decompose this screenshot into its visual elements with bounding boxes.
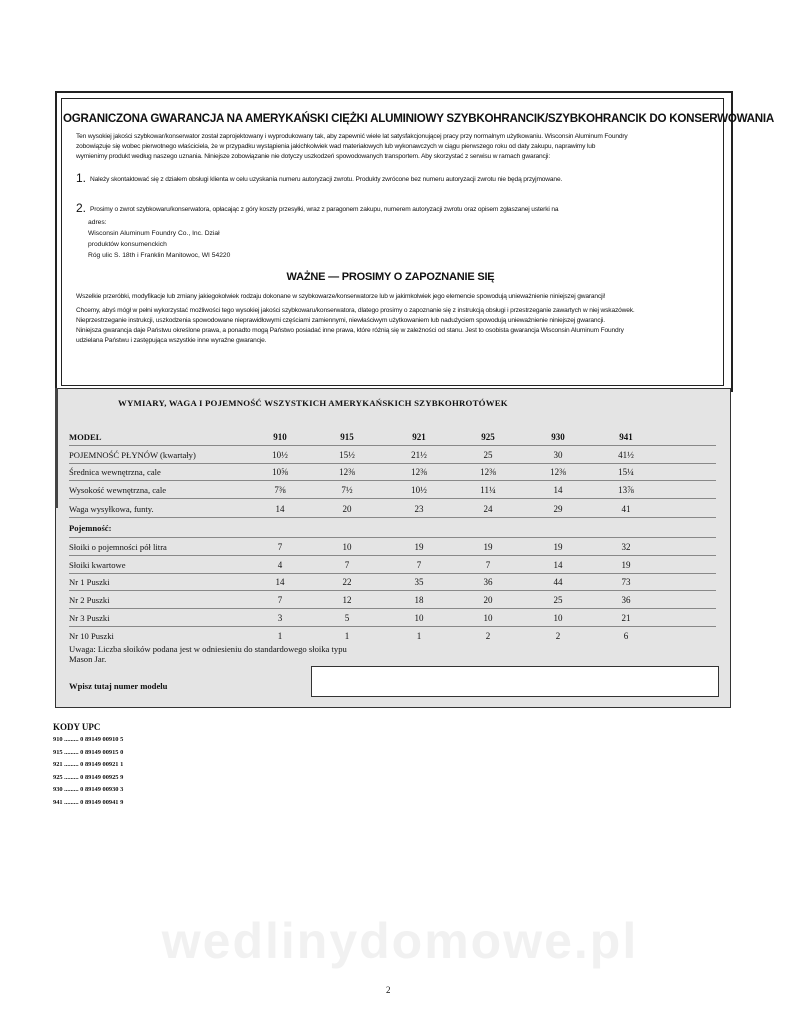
row-label: Słoiki o pojemności pół litra — [69, 542, 167, 552]
left-edge-strip — [55, 388, 58, 508]
table-cell: 14 — [275, 504, 285, 514]
table-cell: 12⅜ — [550, 467, 566, 477]
table-cell: 10 — [342, 542, 352, 552]
warranty-intro-line-1: Ten wysokiej jakości szybkowar/konserwator został zaprojektowany i wyprodukowany tak, aby zapewnić wiele lat satysfakcjonującej pracy przy normalnym użytkowaniu. Wisconsin Aluminum Foundry — [76, 133, 628, 140]
upc-code: 925 ......... 0 89149 00925 9 — [53, 774, 124, 781]
important-line-2: Nieprzestrzeganie instrukcji, uszkodzenia spowodowane nieprawidłowymi częściami zamiennymi, niewłaściwym użytkowaniem lub nadużyciem spowodują unieważnienie niniejszej gwarancji. — [76, 317, 605, 324]
warranty-intro-line-2: zobowiązuje się wobec pierwotnego właściciela, że w przypadku wystąpienia jakichkolwiek wad materiałowych lub wykonawczych w ciągu pierwszego roku od daty zakupu, naprawimy lub — [76, 143, 596, 150]
table-cell: 10 — [553, 613, 563, 623]
table-cell: 25 — [553, 595, 563, 605]
address-line: produktów konsumenckich — [88, 241, 167, 248]
important-line-1: Chcemy, abyś mógł w pełni wykorzystać możliwości tego wysokiej jakości szybkowaru/konserwatora, dlatego prosimy o zapoznanie się z instrukcją obsługi i przestrzeganie zawartych w niej wskazówek. — [76, 307, 635, 314]
table-cell: 32 — [621, 542, 631, 552]
row-divider — [69, 590, 716, 591]
address-line: Róg ulic S. 18th i Franklin Manitowoc, WI 54220 — [88, 252, 231, 259]
table-cell: 14 — [275, 577, 285, 587]
warranty-title: OGRANICZONA GWARANCJA NA AMERYKAŃSKI CIĘŻKI ALUMINIOWY SZYBKOHRANCIK/SZYBKOHRANCIK DO KONSERWOWANIA — [63, 112, 775, 125]
row-label: Waga wysyłkowa, funty. — [69, 504, 154, 514]
table-cell: 10½ — [411, 485, 427, 495]
table-cell: 41 — [621, 504, 631, 514]
row-label: Średnica wewnętrzna, cale — [69, 467, 161, 477]
table-cell: 10 — [483, 613, 493, 623]
upc-code: 910 ......... 0 89149 00910 5 — [53, 736, 124, 743]
watermark: wedlinydomowe.pl — [161, 913, 639, 969]
table-cell: 19 — [621, 560, 631, 570]
row-divider — [69, 498, 716, 499]
table-cell: 20 — [342, 504, 352, 514]
table-cell: 23 — [414, 504, 424, 514]
address-line: adres: — [88, 219, 107, 226]
model-number-label: Wpisz tutaj numer modelu — [69, 681, 168, 691]
table-cell: 14 — [553, 560, 563, 570]
row-divider — [69, 573, 716, 574]
page-number: 2 — [386, 985, 391, 995]
step-2-text: Prosimy o zwrot szybkowaru/konserwatora, opłacając z góry koszty przesyłki, wraz z paragonem zakupu, numerem autoryzacji zwrotu oraz opisem zgłaszanej usterki na — [90, 206, 559, 213]
row-label: POJEMNOŚĆ PŁYNÓW (kwartały) — [69, 450, 196, 460]
table-cell: 6 — [623, 631, 629, 641]
row-label: Nr 2 Puszki — [69, 595, 110, 605]
table-cell: 7 — [344, 560, 350, 570]
row-divider — [69, 555, 716, 556]
table-cell: 7 — [485, 560, 491, 570]
row-label: Nr 1 Puszki — [69, 577, 110, 587]
table-cell: 7 — [277, 542, 283, 552]
table-cell: 4 — [277, 560, 283, 570]
table-cell: 18 — [414, 595, 424, 605]
table-cell: 12⅜ — [411, 467, 427, 477]
table-cell: 11¼ — [480, 485, 496, 495]
specs-table-title: WYMIARY, WAGA I POJEMNOŚĆ WSZYSTKICH AMERYKAŃSKICH SZYBKOHROTÓWEK — [118, 398, 508, 408]
model-header-930: 930 — [551, 432, 565, 442]
row-divider — [69, 537, 716, 538]
table-cell: 30 — [553, 450, 563, 460]
row-label: Nr 3 Puszki — [69, 613, 110, 623]
model-header-910: 910 — [273, 432, 287, 442]
table-cell: 20 — [483, 595, 493, 605]
table-cell: 44 — [553, 577, 563, 587]
table-cell: 12⅜ — [480, 467, 496, 477]
table-cell: 15¼ — [618, 467, 634, 477]
upc-code: 930 ......... 0 89149 00930 3 — [53, 786, 124, 793]
jar-note-line-1: Uwaga: Liczba słoików podana jest w odniesieniu do standardowego słoika typu — [69, 644, 347, 654]
row-label: Wysokość wewnętrzna, cale — [69, 485, 167, 495]
table-cell: 2 — [485, 631, 491, 641]
table-cell: 5 — [344, 613, 350, 623]
table-cell: 21½ — [411, 450, 427, 460]
row-divider — [69, 626, 716, 627]
return-address — [88, 217, 230, 261]
table-cell: 24 — [483, 504, 493, 514]
table-cell: 25 — [483, 450, 493, 460]
upc-codes-title: KODY UPC — [53, 722, 101, 732]
jar-note — [69, 645, 347, 664]
important-line-3: Niniejsza gwarancja daje Państwu określone prawa, a ponadto mogą Państwo posiadać inne prawa, które różnią się w zależności od stanu. Jest to osobista gwarancja Wisconsin Aluminum Foundry — [76, 327, 624, 334]
row-divider — [69, 480, 716, 481]
table-cell: 15½ — [339, 450, 355, 460]
step-2-number: 2. — [76, 201, 87, 215]
table-cell: 7 — [277, 595, 283, 605]
table-cell: 12 — [342, 595, 352, 605]
table-cell: 1 — [277, 631, 283, 641]
table-cell: 10⅝ — [272, 467, 288, 477]
table-cell: 14 — [553, 485, 563, 495]
table-cell: 13⅞ — [618, 485, 634, 495]
table-cell: 19 — [553, 542, 563, 552]
upc-code: 921 ......... 0 89149 00921 1 — [53, 761, 124, 768]
step-1-text: Należy skontaktować się z działem obsługi klienta w celu uzyskania numeru autoryzacji zwrotu. Produkty zwrócone bez numeru autoryzacji zwrotu nie będą przyjmowane. — [90, 176, 563, 183]
row-divider — [69, 608, 716, 609]
important-title: WAŻNE — PROSIMY O ZAPOZNANIE SIĘ — [286, 271, 495, 283]
table-cell: 36 — [621, 595, 631, 605]
upc-code: 915 ......... 0 89149 00915 0 — [53, 749, 124, 756]
table-cell: 41½ — [618, 450, 634, 460]
row-label: Nr 10 Puszki — [69, 631, 114, 641]
table-cell: 1 — [344, 631, 350, 641]
table-cell: 10½ — [272, 450, 288, 460]
table-cell: 36 — [483, 577, 493, 587]
important-line-4: udzielana Państwu i zastępująca wszystkie inne wyraźne gwarancje. — [76, 337, 267, 344]
model-header-915: 915 — [340, 432, 354, 442]
capacity-section-label: Pojemność: — [69, 523, 112, 533]
table-cell: 10 — [414, 613, 424, 623]
warranty-intro-line-3: wymienimy produkt według naszego uznania. Niniejsze zobowiązanie nie dotyczy uszkodzeń spowodowanych transportem. Aby skorzystać z serwisu w ramach gwarancji: — [76, 153, 550, 160]
row-divider — [69, 463, 716, 464]
table-cell: 22 — [342, 577, 352, 587]
table-cell: 7 — [416, 560, 422, 570]
important-paragraph-1: Wszelkie przeróbki, modyfikacje lub zmiany jakiegokolwiek rodzaju dokonane w szybkowarze/konserwatorze lub w jakimkolwiek jego elemencie spowodują unieważnienie niniejszej gwarancji! — [76, 293, 606, 300]
table-cell: 21 — [621, 613, 631, 623]
table-cell: 35 — [414, 577, 424, 587]
table-cell: 1 — [416, 631, 422, 641]
model-column-header: MODEL — [69, 432, 102, 442]
model-number-input[interactable] — [311, 666, 719, 697]
row-divider — [69, 517, 716, 518]
table-cell: 19 — [483, 542, 493, 552]
table-cell: 73 — [621, 577, 631, 587]
jar-note-line-2: Mason Jar. — [69, 653, 107, 664]
table-cell: 7½ — [341, 485, 353, 495]
row-divider — [69, 445, 716, 446]
table-cell: 19 — [414, 542, 424, 552]
table-cell: 12⅜ — [339, 467, 355, 477]
table-cell: 3 — [277, 613, 283, 623]
table-cell: 7⅜ — [274, 485, 286, 495]
address-line: Wisconsin Aluminum Foundry Co., Inc. Dział — [88, 230, 220, 237]
model-header-925: 925 — [481, 432, 495, 442]
table-cell: 29 — [553, 504, 563, 514]
table-cell: 2 — [555, 631, 561, 641]
model-header-921: 921 — [412, 432, 426, 442]
model-header-941: 941 — [619, 432, 633, 442]
step-1-number: 1. — [76, 171, 87, 185]
upc-code: 941 ......... 0 89149 00941 9 — [53, 799, 124, 806]
row-label: Słoiki kwartowe — [69, 560, 126, 570]
